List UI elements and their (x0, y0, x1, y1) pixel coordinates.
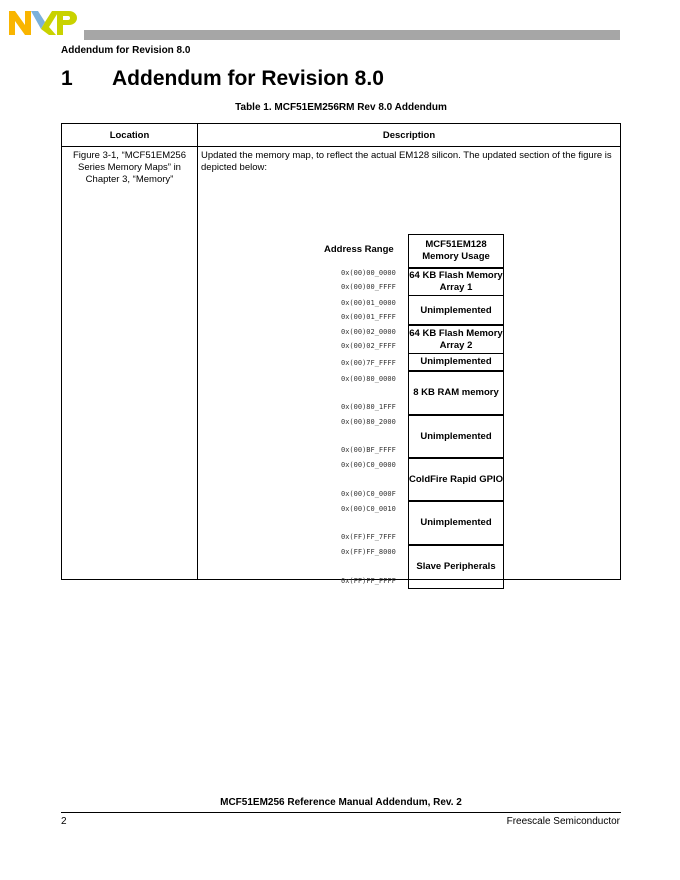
header-location: Location (62, 124, 198, 147)
memory-block: 64 KB Flash Memory Array 2 (408, 324, 504, 354)
address-label: 0x(00)01_0000 (341, 299, 396, 307)
address-label: 0x(00)7F_FFFF (341, 359, 396, 367)
memory-block: 64 KB Flash Memory Array 1 (408, 267, 504, 296)
address-label: 0x(00)00_0000 (341, 269, 396, 277)
memory-block: Unimplemented (408, 354, 504, 371)
header-bar (84, 30, 620, 40)
footer-rule (61, 812, 621, 813)
footer-title: MCF51EM256 Reference Manual Addendum, Rev. 2 (220, 797, 462, 808)
table-header-row (62, 124, 621, 147)
address-label: 0x(FF)FF_8000 (341, 548, 396, 556)
description-text: Updated the memory map, to reflect the actual EM128 silicon. The updated section of the figure is depicted below: (201, 150, 612, 173)
address-label: 0x(00)80_1FFF (341, 403, 396, 411)
memory-map (198, 147, 620, 585)
address-label: 0x(00)BF_FFFF (341, 446, 396, 454)
section-title-text: Addendum for Revision 8.0 (112, 67, 384, 90)
address-label: 0x(00)C0_0000 (341, 461, 396, 469)
memory-block: Unimplemented (408, 296, 504, 326)
address-range-label: Address Range (324, 244, 394, 255)
table-row (62, 147, 621, 580)
address-label: 0x(00)80_2000 (341, 418, 396, 426)
address-label: 0x(FF)FF_7FFF (341, 533, 396, 541)
description-cell (198, 147, 621, 585)
section-number: 1 (61, 67, 73, 90)
addendum-table (61, 123, 621, 585)
logo-letter-p (57, 11, 77, 35)
logo-letter-n (9, 11, 31, 35)
address-label: 0x(00)02_0000 (341, 328, 396, 336)
location-text: Figure 3-1, “MCF51EM256 Series Memory Maps” in Chapter 3, “Memory” (73, 150, 186, 185)
location-cell (62, 147, 198, 580)
section-title (61, 67, 384, 91)
address-label: 0x(00)00_FFFF (341, 283, 396, 291)
memory-block: Slave Peripherals (408, 544, 504, 589)
header-description: Description (198, 124, 621, 147)
address-label: 0x(00)02_FFFF (341, 342, 396, 350)
address-label: 0x(00)80_0000 (341, 375, 396, 383)
memory-block: Unimplemented (408, 500, 504, 545)
memory-usage-header: MCF51EM128 Memory Usage (408, 234, 504, 268)
memory-block: ColdFire Rapid GPIO (408, 457, 504, 501)
memory-block: Unimplemented (408, 414, 504, 458)
memory-block: 8 KB RAM memory (408, 370, 504, 415)
address-label: 0x(FF)FF_FFFF (341, 577, 396, 585)
table-caption: Table 1. MCF51EM256RM Rev 8.0 Addendum (235, 102, 447, 113)
running-head: Addendum for Revision 8.0 (61, 45, 191, 56)
address-label: 0x(00)01_FFFF (341, 313, 396, 321)
address-label: 0x(00)C0_000F (341, 490, 396, 498)
page-number: 2 (61, 816, 67, 827)
nxp-logo (9, 7, 79, 37)
address-label: 0x(00)C0_0010 (341, 505, 396, 513)
company-name: Freescale Semiconductor (506, 816, 620, 827)
